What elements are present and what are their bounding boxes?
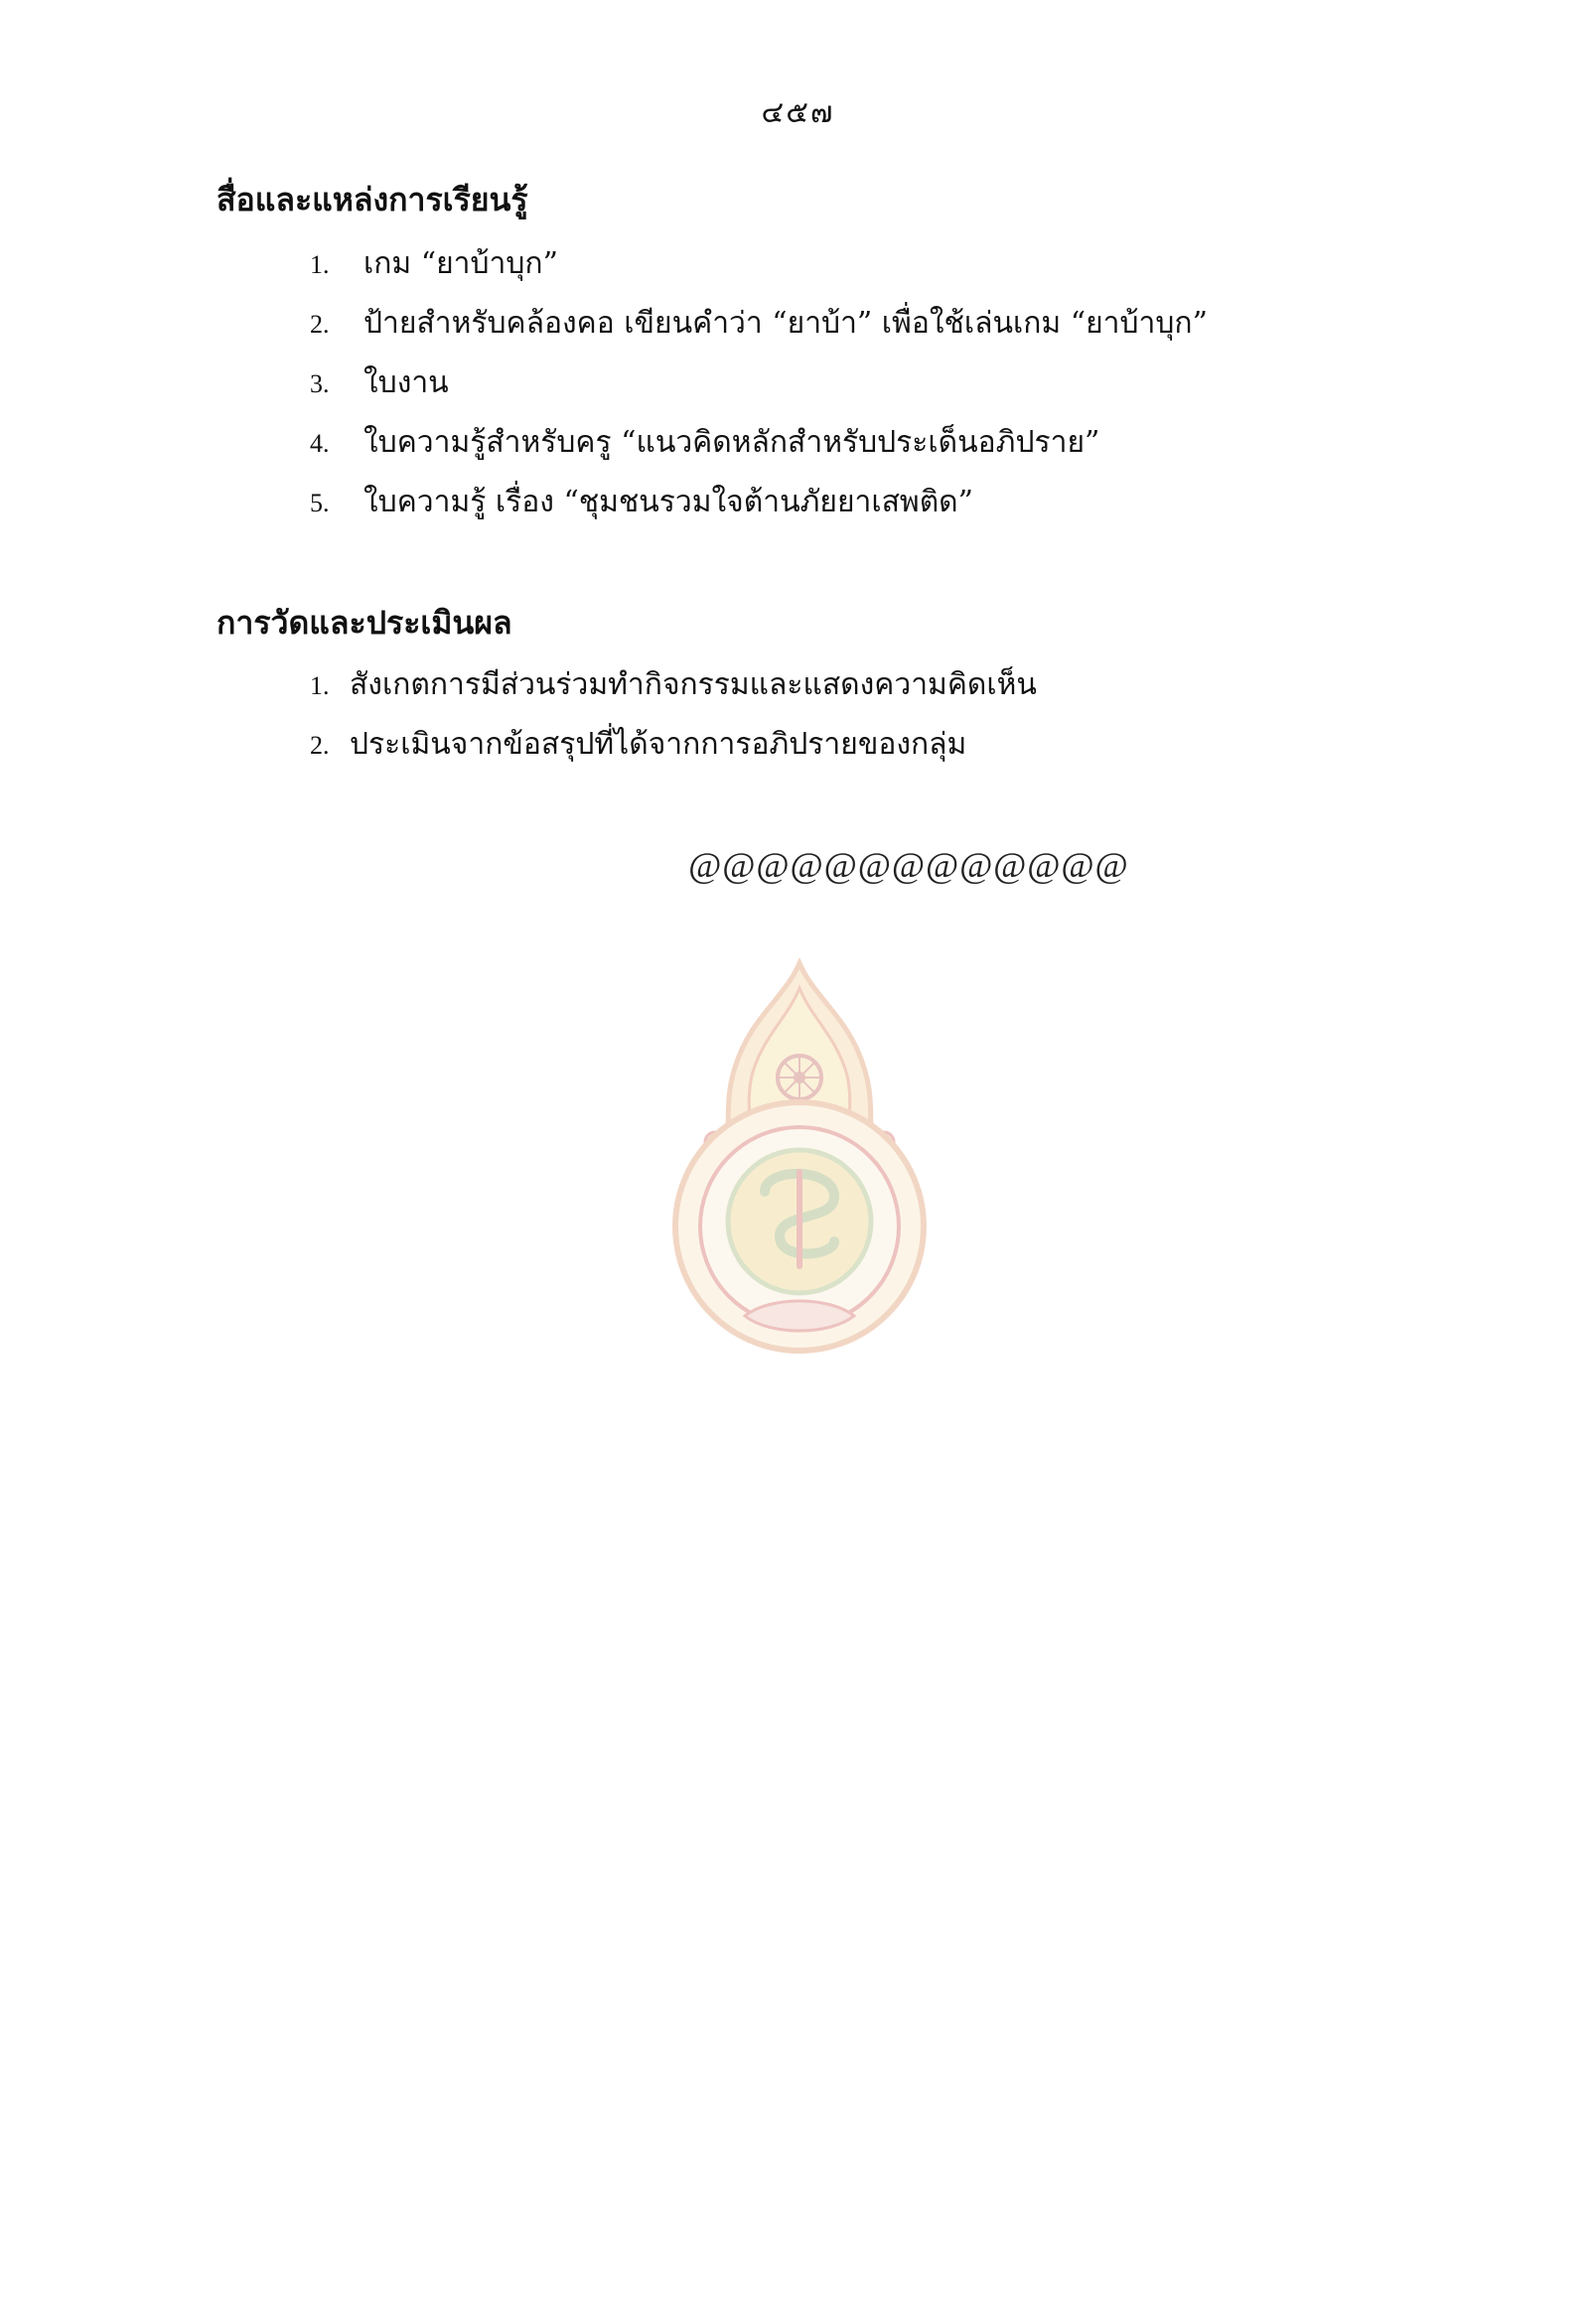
item-text: ใบความรู้ เรื่อง “ชุมชนรวมใจต้านภัยยาเสพติด” [363,485,974,519]
item-text: เกม “ยาบ้าบุก” [363,246,558,281]
list-item [310,661,1037,721]
list-item [310,240,1208,300]
end-separator: @@@@@@@@@@@@@ [688,845,1129,885]
list-item [310,419,1208,479]
page-number: ๔๕๗ [761,95,835,130]
item-number: 5. [310,489,330,517]
list-item [310,300,1208,360]
item-text: ใบความรู้สำหรับครู “แนวคิดหลักสำหรับประเด็นอภิปราย” [363,425,1100,460]
media-list [310,240,1208,538]
item-number: 1. [310,250,330,279]
ministry-of-education-emblem-icon [651,958,948,1356]
item-text: ประเมินจากข้อสรุปที่ได้จากการอภิปรายของกลุ่ม [350,727,967,762]
list-item [310,360,1208,419]
item-text: ใบงาน [363,365,449,400]
item-number: 1. [310,671,330,700]
list-item [310,479,1208,538]
list-item [310,721,1037,781]
item-number: 4. [310,429,330,458]
section-heading-media: สื่อและแหล่งการเรียนรู้ [217,181,528,218]
item-number: 2. [310,310,330,339]
item-number: 2. [310,731,330,760]
item-number: 3. [310,369,330,398]
item-text: สังเกตการมีส่วนร่วมทำกิจกรรมและแสดงความคิดเห็น [350,667,1037,702]
section-heading-evaluation: การวัดและประเมินผล [217,604,512,642]
item-text: ป้ายสำหรับคล้องคอ เขียนคำว่า “ยาบ้า” เพื่อใช้เล่นเกม “ยาบ้าบุก” [363,306,1208,341]
evaluation-list [310,661,1037,781]
